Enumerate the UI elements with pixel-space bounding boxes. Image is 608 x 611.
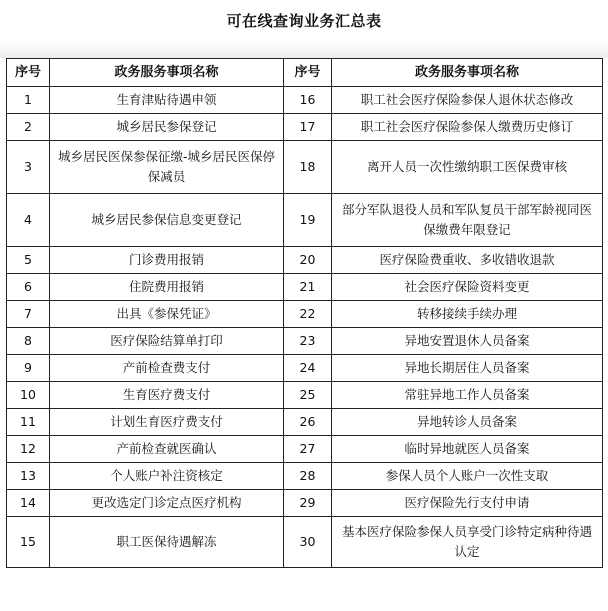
cell-right-no: 24 [284, 355, 332, 382]
cell-right-name: 异地转诊人员备案 [332, 409, 603, 436]
cell-right-no: 22 [284, 301, 332, 328]
table-row [7, 328, 603, 355]
cell-left-name: 生育津贴待遇申领 [50, 87, 284, 114]
cell-right-no: 20 [284, 247, 332, 274]
cell-right-no: 16 [284, 87, 332, 114]
table-row [7, 517, 603, 568]
table-row [7, 436, 603, 463]
cell-right-name: 医疗保险费重收、多收错收退款 [332, 247, 603, 274]
cell-left-name: 城乡居民医保参保征缴-城乡居民医保停保减员 [50, 141, 284, 194]
table-row [7, 87, 603, 114]
cell-right-name: 部分军队退役人员和军队复员干部军龄视同医保缴费年限登记 [332, 194, 603, 247]
cell-right-no: 17 [284, 114, 332, 141]
cell-left-name: 医疗保险结算单打印 [50, 328, 284, 355]
cell-left-no: 5 [7, 247, 50, 274]
cell-right-name: 转移接续手续办理 [332, 301, 603, 328]
cell-right-no: 29 [284, 490, 332, 517]
cell-right-name: 社会医疗保险资料变更 [332, 274, 603, 301]
table-row [7, 409, 603, 436]
cell-right-no: 25 [284, 382, 332, 409]
cell-right-no: 27 [284, 436, 332, 463]
cell-left-name: 门诊费用报销 [50, 247, 284, 274]
cell-right-no: 18 [284, 141, 332, 194]
cell-right-no: 21 [284, 274, 332, 301]
header-name-right: 政务服务事项名称 [332, 59, 603, 87]
table-row [7, 194, 603, 247]
table-row [7, 490, 603, 517]
cell-left-no: 11 [7, 409, 50, 436]
cell-left-name: 城乡居民参保信息变更登记 [50, 194, 284, 247]
cell-right-no: 23 [284, 328, 332, 355]
cell-left-name: 出具《参保凭证》 [50, 301, 284, 328]
cell-left-no: 1 [7, 87, 50, 114]
cell-left-no: 7 [7, 301, 50, 328]
table-row [7, 355, 603, 382]
cell-right-no: 28 [284, 463, 332, 490]
cell-right-no: 26 [284, 409, 332, 436]
table-row [7, 114, 603, 141]
table-row [7, 274, 603, 301]
cell-right-no: 19 [284, 194, 332, 247]
cell-left-name: 城乡居民参保登记 [50, 114, 284, 141]
cell-left-name: 产前检查就医确认 [50, 436, 284, 463]
cell-right-name: 临时异地就医人员备案 [332, 436, 603, 463]
cell-right-name: 常驻异地工作人员备案 [332, 382, 603, 409]
cell-left-no: 3 [7, 141, 50, 194]
cell-right-no: 30 [284, 517, 332, 568]
cell-right-name: 异地长期居住人员备案 [332, 355, 603, 382]
header-no-right: 序号 [284, 59, 332, 87]
cell-left-no: 9 [7, 355, 50, 382]
cell-left-no: 13 [7, 463, 50, 490]
cell-left-name: 产前检查费支付 [50, 355, 284, 382]
services-table [6, 58, 603, 568]
cell-left-no: 6 [7, 274, 50, 301]
table-row [7, 382, 603, 409]
cell-left-name: 生育医疗费支付 [50, 382, 284, 409]
cell-right-name: 职工社会医疗保险参保人退休状态修改 [332, 87, 603, 114]
cell-left-no: 2 [7, 114, 50, 141]
cell-left-name: 住院费用报销 [50, 274, 284, 301]
cell-left-name: 个人账户补注资核定 [50, 463, 284, 490]
header-name-left: 政务服务事项名称 [50, 59, 284, 87]
cell-left-no: 14 [7, 490, 50, 517]
cell-right-name: 参保人员个人账户一次性支取 [332, 463, 603, 490]
header-no-left: 序号 [7, 59, 50, 87]
cell-right-name: 离开人员一次性缴纳职工医保费审核 [332, 141, 603, 194]
table-row [7, 141, 603, 194]
cell-left-no: 4 [7, 194, 50, 247]
cell-left-name: 计划生育医疗费支付 [50, 409, 284, 436]
cell-left-no: 15 [7, 517, 50, 568]
cell-left-no: 10 [7, 382, 50, 409]
cell-left-name: 职工医保待遇解冻 [50, 517, 284, 568]
cell-right-name: 职工社会医疗保险参保人缴费历史修订 [332, 114, 603, 141]
header-shade [0, 42, 608, 58]
cell-right-name: 医疗保险先行支付申请 [332, 490, 603, 517]
table-row [7, 463, 603, 490]
cell-left-name: 更改选定门诊定点医疗机构 [50, 490, 284, 517]
page-title: 可在线查询业务汇总表 [226, 12, 382, 30]
table-header-row [7, 59, 603, 87]
cell-right-name: 基本医疗保险参保人员享受门诊特定病种待遇认定 [332, 517, 603, 568]
cell-left-no: 12 [7, 436, 50, 463]
cell-left-no: 8 [7, 328, 50, 355]
table-row [7, 301, 603, 328]
table-row [7, 247, 603, 274]
cell-right-name: 异地安置退休人员备案 [332, 328, 603, 355]
